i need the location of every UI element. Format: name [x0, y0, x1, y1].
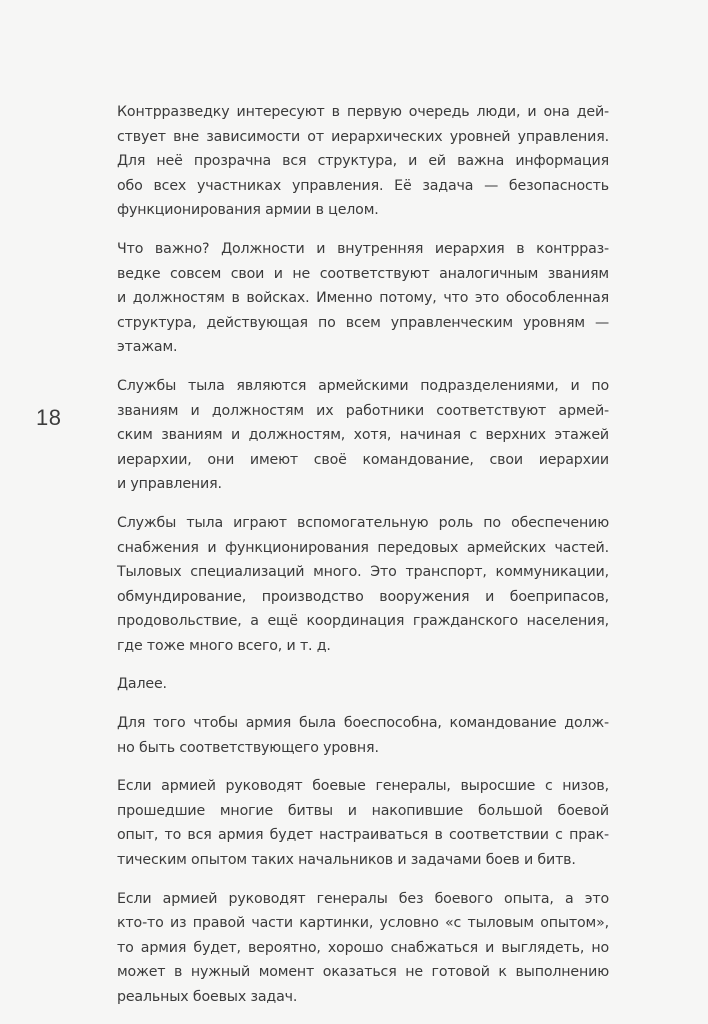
text-line: снабжения и функционирования передовых армейских частей.: [117, 539, 609, 556]
paragraph-counterintelligence: [117, 100, 609, 223]
text-line: то армия будет, вероятно, хорошо снабжаться и выглядеть, но: [117, 939, 609, 956]
text-line: званиям и должностям их работники соответствуют армей-: [117, 402, 609, 419]
paragraph-combat-generals: [117, 774, 609, 872]
text-line: Что важно? Должности и внутренняя иерархия в контрраз-: [117, 240, 609, 257]
text-line: кто-то из правой части картинки, условно «с тыловым опытом»,: [117, 915, 609, 932]
text-line: обо всех участниках управления. Её задача — безопасность: [117, 177, 609, 194]
text-line: Для неё прозрачна вся структура, и ей важна информация: [117, 153, 609, 170]
paragraph-hierarchy: [117, 237, 609, 360]
text-line: продовольствие, а ещё координация гражданского населения,: [117, 613, 609, 630]
paragraph-rear-generals: [117, 887, 609, 1010]
text-line: этажам.: [117, 339, 178, 356]
text-line: Контрразведку интересуют в первую очередь люди, и она дей-: [117, 104, 609, 120]
text-line: реальных боевых задач.: [117, 989, 298, 1005]
text-line: ведке совсем свои и не соответствуют аналогичным званиям: [117, 265, 609, 282]
text-line: но быть соответствующего уровня.: [117, 739, 379, 756]
text-line: прошедшие многие битвы и накопившие большой боевой: [117, 802, 609, 819]
text-line: и управления.: [117, 476, 222, 493]
text-line: и должностям в войсках. Именно потому, что это обособленная: [117, 290, 609, 307]
text-line: тическим опытом таких начальников и задачами боев и битв.: [117, 852, 576, 869]
paragraph-further: [117, 672, 609, 697]
text-line: Тыловых специализаций много. Это транспорт, коммуникации,: [117, 564, 609, 581]
text-line: ским званиям и должностям, хотя, начиная с верхних этажей: [117, 427, 609, 444]
text-line: ствует вне зависимости от иерархических уровней управления.: [117, 128, 609, 145]
text-line: Службы тыла играют вспомогательную роль по обеспечению: [117, 514, 609, 531]
paragraph-rear-services: [117, 374, 609, 497]
text-line: Для того чтобы армия была боеспособна, командование долж-: [117, 715, 609, 732]
paragraph-command-level: [117, 711, 609, 760]
page-number: 18: [36, 405, 62, 430]
text-line: иерархии, они имеют своё командование, свои иерархии: [117, 451, 609, 468]
text-line: структура, действующая по всем управленческим уровням —: [117, 314, 609, 331]
text-line: может в нужный момент оказаться не готовой к выполнению: [117, 964, 609, 981]
text-line: Если армией руководят генералы без боевого опыта, а это: [117, 890, 609, 907]
text-line: Службы тыла являются армейскими подразделениями, и по: [117, 377, 609, 394]
text-line: Если армией руководят боевые генералы, выросшие с низов,: [117, 778, 609, 795]
text-line: опыт, то вся армия будет настраиваться в соответствии с прак-: [117, 827, 609, 844]
text-line: где тоже много всего, и т. д.: [117, 637, 331, 654]
text-line: Далее.: [117, 676, 167, 693]
text-line: функционирования армии в целом.: [117, 202, 379, 219]
paragraph-rear-role: [117, 511, 609, 659]
body-text: [117, 100, 609, 1024]
text-line: обмундирование, производство вооружения и боеприпасов,: [117, 588, 609, 605]
